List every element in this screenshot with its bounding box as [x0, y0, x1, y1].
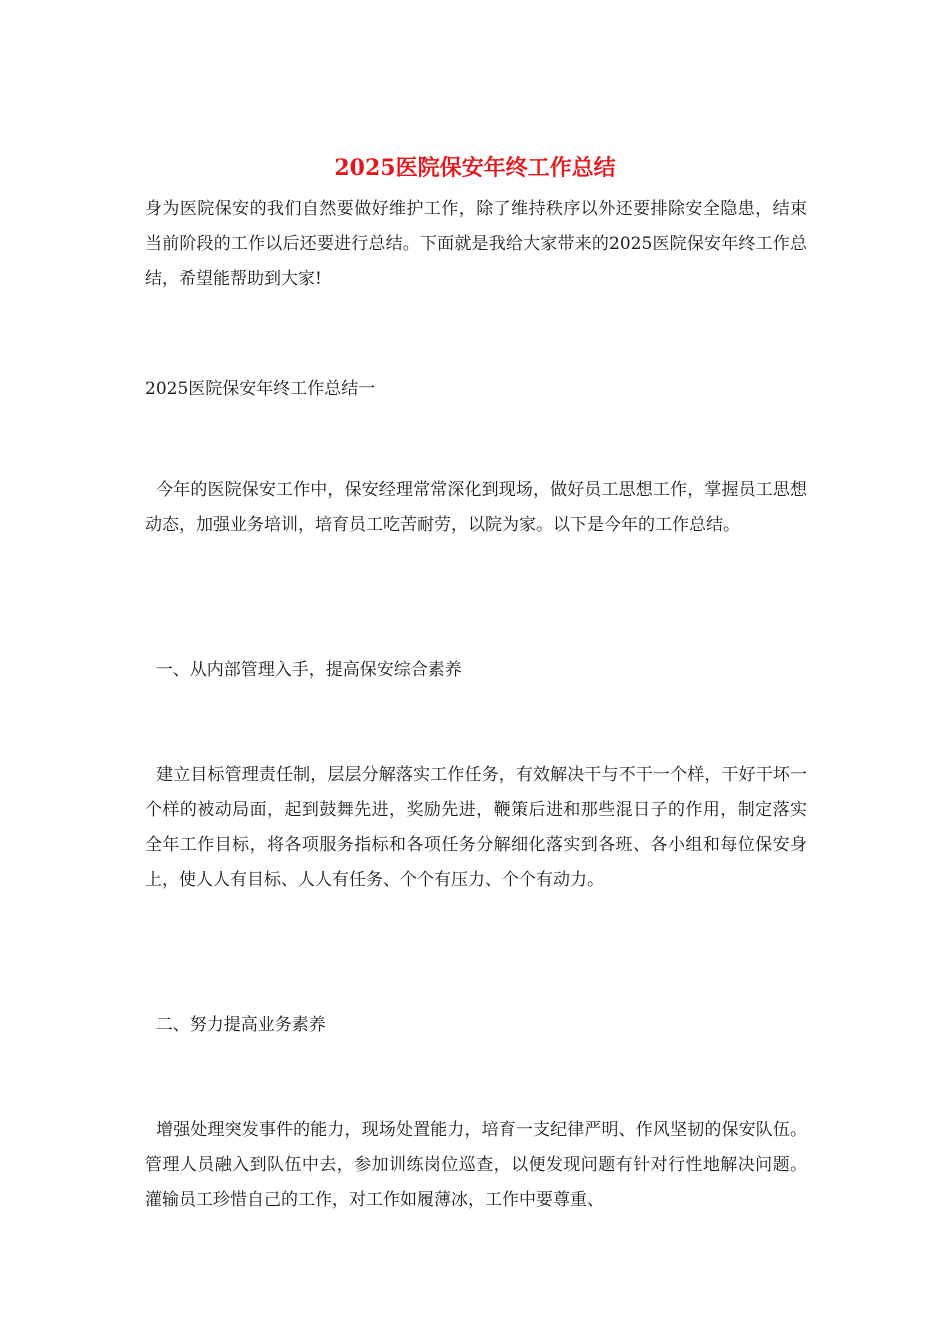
body-paragraph-3: 增强处理突发事件的能力，现场处置能力，培育一支纪律严明、作风坚韧的保安队伍。管理人员融入到队伍中去，参加训练岗位巡查，以便发现问题有针对行性地解决问题。灌输员工珍惜自己的工作，对工作如履薄冰，工作中要尊重、	[145, 1120, 807, 1210]
section-heading-1: 一、从内部管理入手，提高保安综合素养	[145, 660, 462, 680]
section-heading-2: 二、努力提高业务素养	[145, 1015, 326, 1035]
document-title: 2025医院保安年终工作总结	[334, 155, 616, 181]
body-paragraph-2: 建立目标管理责任制，层层分解落实工作任务，有效解决干与不干一个样，干好干坏一个样的被动局面，起到鼓舞先进，奖励先进，鞭策后进和那些混日子的作用，制定落实全年工作目标，将各项服务指标和各项任务分解细化落实到各班、各小组和每位保安身上，使人人有目标、人人有任务、个个有压力、个个有动力。	[145, 765, 807, 890]
section-title: 2025医院保安年终工作总结一	[145, 379, 376, 399]
body-paragraph-1: 今年的医院保安工作中，保安经理常常深化到现场，做好员工思想工作，掌握员工思想动态，加强业务培训，培育员工吃苦耐劳，以院为家。以下是今年的工作总结。	[145, 480, 807, 535]
intro-paragraph: 身为医院保安的我们自然要做好维护工作，除了维持秩序以外还要排除安全隐患，结束当前阶段的工作以后还要进行总结。下面就是我给大家带来的2025医院保安年终工作总结，希望能帮助到大家!	[145, 199, 807, 289]
